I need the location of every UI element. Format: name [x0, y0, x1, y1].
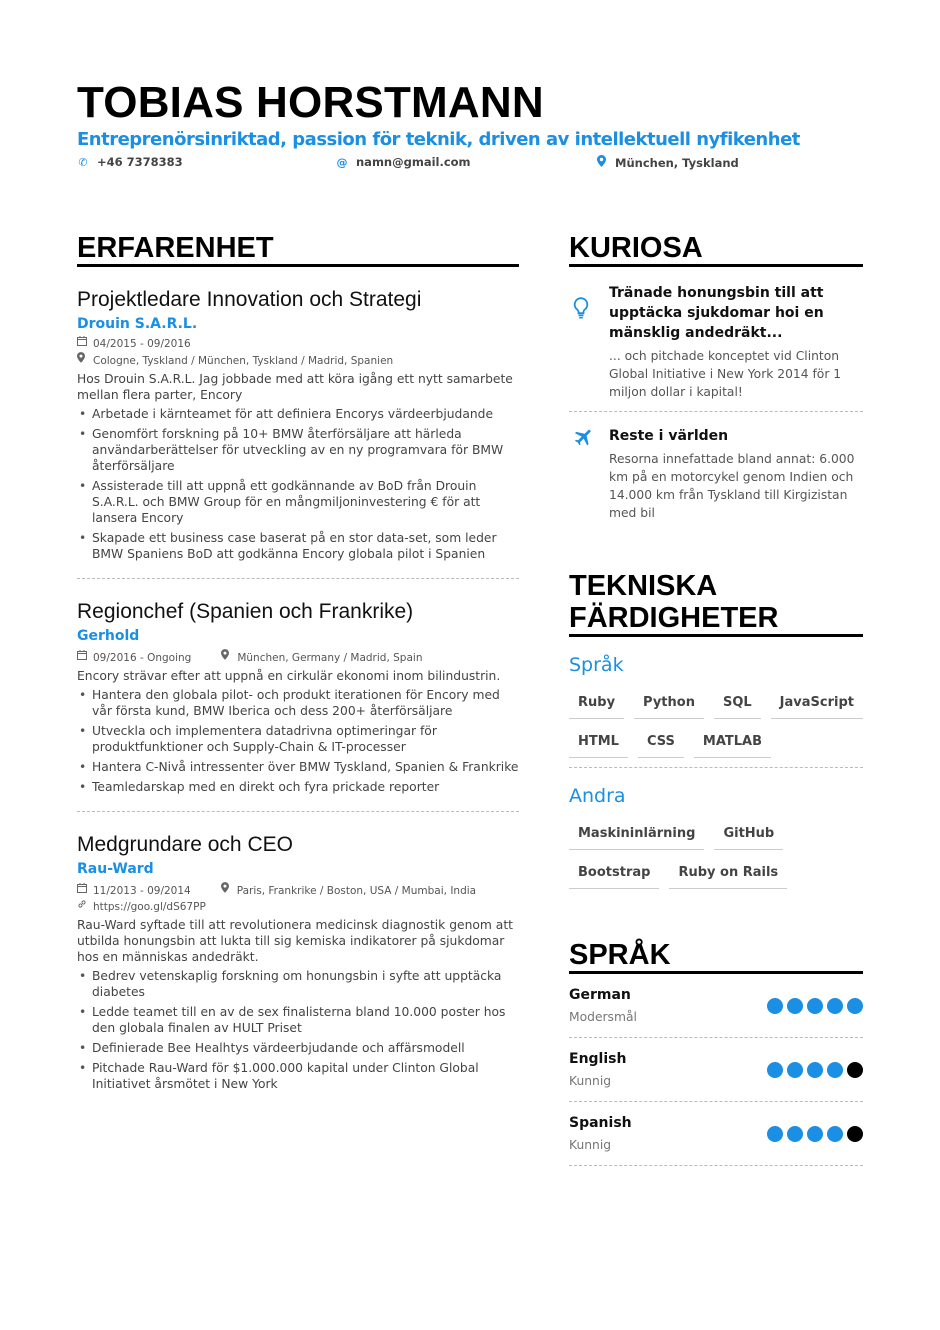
job-bullet: • Utveckla och implementera datadrivna optimeringar för produktfunktioner och Supply-Chain & IT-processer: [77, 723, 519, 755]
rating-dot-filled: [787, 1062, 803, 1078]
job-title: Medgrundare och CEO: [77, 833, 293, 856]
right-column: [569, 232, 863, 1166]
language-level: Kunnig: [569, 1073, 612, 1088]
skill-tag: HTML: [569, 728, 628, 758]
job-location-row: [77, 352, 519, 369]
curiosa-item: [569, 267, 863, 412]
language-level: Kunnig: [569, 1137, 612, 1152]
rating-dot-filled: [827, 1126, 843, 1142]
job-dates: 11/2013 - 09/2014: [93, 884, 191, 897]
lightbulb-icon: [569, 283, 609, 401]
job-bullet: • Assisterade till att uppnå ett godkännande av BoD från Drouin S.A.R.L. och BMW Group för en mångmiljoninvestering € för att lansera Encory: [77, 478, 519, 526]
language-rating: [767, 1062, 863, 1078]
curiosa-text: Resorna innefattade bland annat: 6.000 km på en motorcykel genom Indien och 14.000 km från Tyskland till Kirgizistan med bil: [609, 452, 855, 520]
language-name: English: [569, 1050, 627, 1067]
map-pin-icon: [221, 882, 232, 899]
job-title: Regionchef (Spanien och Frankrike): [77, 600, 414, 623]
job-dates: 04/2015 - 09/2016: [93, 338, 191, 350]
language-name: German: [569, 986, 631, 1003]
skills-section-title: [569, 570, 863, 637]
rating-dot-filled: [827, 1062, 843, 1078]
contact-location: [595, 155, 739, 170]
rating-dot-filled: [787, 1126, 803, 1142]
rating-dot-filled: [767, 1126, 783, 1142]
curiosa-text: ... och pitchade konceptet vid Clinton Global Initiative i New York 2014 för 1 miljon dollar i kapital!: [609, 349, 842, 399]
job-meta-row: [77, 649, 519, 666]
job-location: Paris, Frankrike / Boston, USA / Mumbai, India: [236, 884, 477, 897]
job-bullets: [77, 687, 519, 795]
language-row: [569, 1102, 863, 1166]
job-bullet: • Arbetade i kärnteamet för att definiera Encorys värdeerbjudande: [77, 406, 519, 422]
job-meta-row: [77, 882, 519, 899]
experience-section-title: ERFARENHET: [77, 232, 519, 267]
job-link[interactable]: https://goo.gl/dS67PP: [93, 901, 206, 913]
job-bullet: • Definierade Bee Healhtys värdeerbjudande och affärsmodell: [77, 1040, 519, 1056]
map-pin-icon: [221, 649, 232, 666]
resume-header: [77, 78, 867, 175]
job-bullet: • Ledde teamet till en av de sex finalisterna bland 10.000 poster hos den globala finalen av HULT Priset: [77, 1004, 519, 1036]
skill-group-title: Andra: [569, 785, 626, 807]
candidate-tagline: Entreprenörsinriktad, passion för teknik, driven av intellektuell nyfikenhet: [77, 129, 800, 150]
language-row: [569, 974, 863, 1038]
skill-tag: MATLAB: [694, 728, 771, 758]
job-bullet: • Hantera den globala pilot- och produkt iterationen för Encory med vår första kund, BMW Iberica och dess 200+ återförsäljare: [77, 687, 519, 719]
contact-email[interactable]: [336, 155, 471, 169]
rating-dot-filled: [807, 1126, 823, 1142]
job-company: Drouin S.A.R.L.: [77, 316, 198, 332]
skill-group-title: Språk: [569, 654, 624, 676]
curiosa-heading: Reste i världen: [609, 428, 729, 444]
language-rating: [767, 1126, 863, 1142]
skill-tag: Ruby on Rails: [669, 859, 787, 889]
language-list: [569, 974, 863, 1166]
language-row: [569, 1038, 863, 1102]
job-bullets: [77, 406, 519, 562]
job-description: Encory strävar efter att uppnå en cirkulär ekonomi inom bilindustrin.: [77, 669, 501, 683]
map-pin-icon: [595, 155, 607, 170]
job-company: Rau-Ward: [77, 861, 154, 877]
job-dates: 09/2016 - Ongoing: [93, 651, 192, 664]
contact-phone[interactable]: [77, 155, 183, 169]
job-location: München, Germany / Madrid, Spain: [237, 651, 423, 664]
location-text: München, Tyskland: [615, 155, 739, 170]
job-entry: [77, 579, 519, 812]
skill-tag: Python: [634, 689, 704, 719]
calendar-icon: [77, 336, 88, 352]
job-bullet: • Pitchade Rau-Ward för $1.000.000 kapital under Clinton Global Initiativet årsmötet i New York: [77, 1060, 519, 1092]
job-dates-row: [77, 336, 519, 352]
language-name: Spanish: [569, 1114, 632, 1131]
skill-tag: CSS: [638, 728, 684, 758]
rating-dot-empty: [847, 1126, 863, 1142]
contact-row: [77, 155, 867, 175]
curiosa-item: [569, 412, 863, 532]
skill-tag: Ruby: [569, 689, 624, 719]
link-icon: [77, 899, 88, 915]
languages-section-title: SPRÅK: [569, 939, 863, 974]
email-text: namn@gmail.com: [356, 155, 471, 169]
language-rating: [767, 998, 863, 1014]
divider: [569, 767, 863, 768]
job-entry: [77, 812, 519, 1092]
phone-icon: ✆: [78, 155, 88, 169]
rating-dot-filled: [807, 998, 823, 1014]
job-bullet: • Skapade ett business case baserat på en stor data-set, som leder BMW Spaniens BoD att godkänna Encory globala pilot i Spanien: [77, 530, 519, 562]
curiosa-section-title: KURIOSA: [569, 232, 863, 267]
job-title: Projektledare Innovation och Strategi: [77, 288, 422, 311]
rating-dot-filled: [807, 1062, 823, 1078]
job-bullet: • Hantera C-Nivå intressenter över BMW Tyskland, Spanien & Frankrike: [77, 759, 519, 775]
map-pin-icon: [77, 352, 88, 369]
job-bullet: • Bedrev vetenskaplig forskning om honungsbin i syfte att upptäcka diabetes: [77, 968, 519, 1000]
language-level: Modersmål: [569, 1009, 637, 1024]
skill-tag: Bootstrap: [569, 859, 659, 889]
skill-tag: Maskininlärning: [569, 820, 704, 850]
job-description: Rau-Ward syftade till att revolutionera medicinsk diagnostik genom att utbilda honungsbin att lukta till sig kemiska indikatorer på sjukdomar hos en människas andedräkt.: [77, 918, 513, 964]
job-bullet: • Genomfört forskning på 10+ BMW återförsäljare att härleda användarberättelser för utveckling av en ny programvara för BMW återförsäljare: [77, 426, 519, 474]
skill-tag: SQL: [714, 689, 761, 719]
left-column: [77, 232, 519, 1096]
job-bullets: [77, 968, 519, 1092]
job-link-row[interactable]: [77, 899, 519, 915]
calendar-icon: [77, 650, 88, 666]
rating-dot-filled: [767, 998, 783, 1014]
skill-tag: GitHub: [714, 820, 783, 850]
at-sign-icon: @: [336, 155, 348, 169]
job-location: Cologne, Tyskland / München, Tyskland / Madrid, Spanien: [93, 354, 394, 367]
rating-dot-filled: [787, 998, 803, 1014]
rating-dot-empty: [847, 1062, 863, 1078]
skill-tags: [569, 689, 863, 758]
rating-dot-filled: [847, 998, 863, 1014]
job-description: Hos Drouin S.A.R.L. Jag jobbade med att köra igång ett nytt samarbete mellan flera parter, Encory: [77, 372, 513, 402]
phone-text: +46 7378383: [97, 155, 183, 169]
skill-tag: JavaScript: [771, 689, 863, 719]
skill-tags: [569, 820, 863, 889]
job-bullet: • Teamledarskap med en direkt och fyra prickade reporter: [77, 779, 519, 795]
candidate-name: TOBIAS HORSTMANN: [77, 78, 544, 127]
job-company: Gerhold: [77, 628, 140, 644]
airplane-icon: [569, 426, 609, 522]
skills-title-line2: FÄRDIGHETER: [569, 602, 779, 634]
calendar-icon: [77, 883, 88, 899]
job-entry: [77, 267, 519, 579]
rating-dot-filled: [827, 998, 843, 1014]
skills-title-line1: TEKNISKA: [569, 570, 718, 602]
curiosa-heading: Tränade honungsbin till att upptäcka sjukdomar hoi en mänsklig andedräkt...: [609, 285, 824, 341]
rating-dot-filled: [767, 1062, 783, 1078]
